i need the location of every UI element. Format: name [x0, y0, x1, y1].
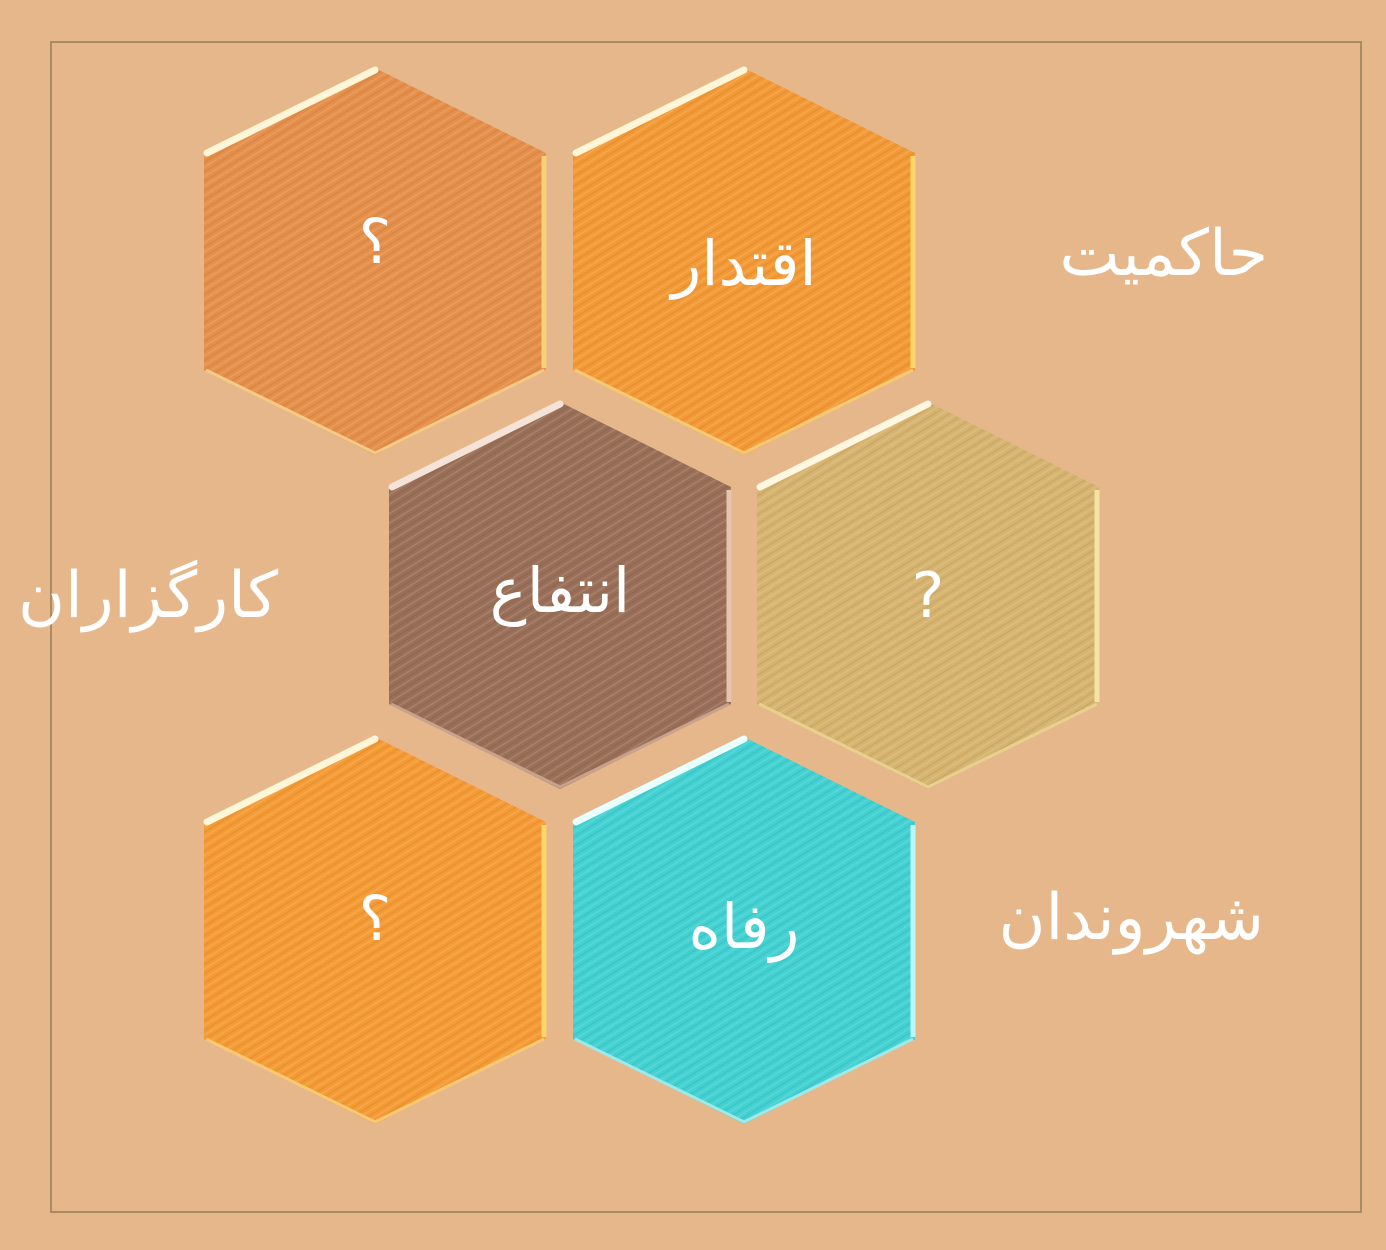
hexagon-top-left-label: ؟ — [358, 205, 392, 278]
hexagon-center — [389, 402, 731, 789]
hexagon-center-label: انتفاع — [489, 554, 631, 627]
hexagon-top-left — [204, 68, 546, 455]
label-agents: کارگزاران — [18, 559, 279, 633]
hexagon-top-right-label: اقتدار — [671, 227, 817, 300]
hexagon-middle-right-label: ? — [911, 559, 945, 632]
label-governance: حاکمیت — [1059, 217, 1268, 291]
hexagon-top-right — [573, 68, 915, 455]
hexagon-bottom-left-label: ؟ — [358, 882, 392, 955]
hexagon-middle-right — [757, 402, 1099, 789]
hexagon-bottom-right-label: رفاه — [688, 890, 800, 963]
hexagon-bottom-left — [204, 737, 546, 1124]
hexagon-bottom-right — [573, 737, 915, 1124]
label-citizens: شهروندان — [998, 881, 1264, 955]
